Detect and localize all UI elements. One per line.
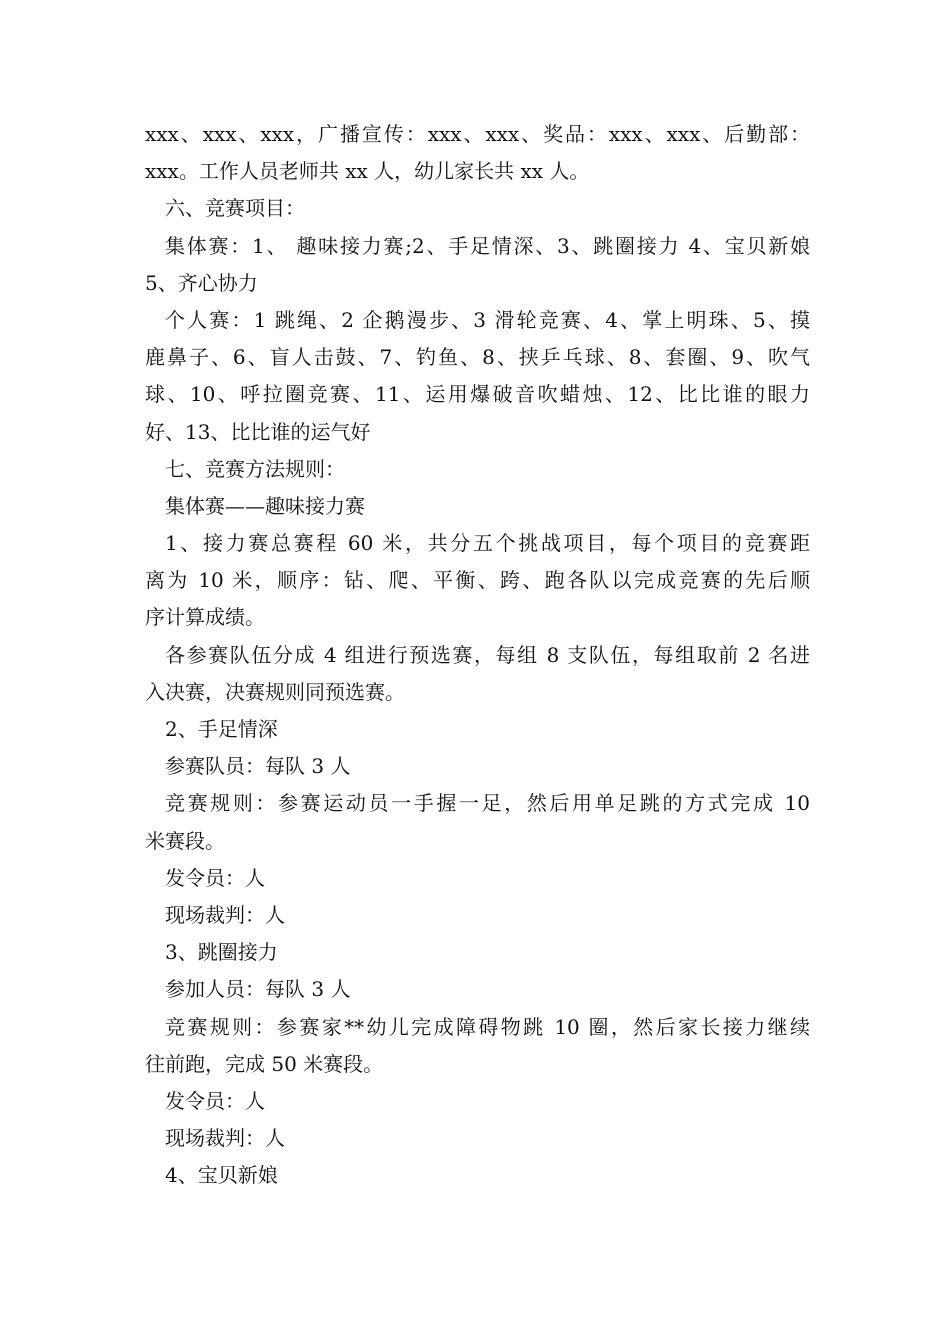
section-heading: 六、竞赛项目： [165, 196, 305, 221]
text-line: xxx。工作人员老师共 xx 人，幼儿家长共 xx 人。 [145, 159, 590, 184]
text-line: 序计算成绩。 [145, 605, 265, 630]
text-line: 离为 10 米，顺序：钻、爬、平衡、跨、跑各队以完成竞赛的先后顺 [145, 568, 810, 593]
text-line: 5、齐心协力 [145, 270, 258, 295]
text-line: 集体赛：1、 趣味接力赛;2、手足情深、3、跳圈接力 4、宝贝新娘 [165, 233, 810, 258]
text-line: 集体赛——趣味接力赛 [165, 493, 365, 518]
text-line: 4、宝贝新娘 [165, 1163, 278, 1188]
text-line: 发令员：人 [165, 865, 265, 890]
document-page [145, 116, 810, 1194]
text-line: 参加人员：每队 3 人 [165, 977, 351, 1002]
text-line: 参赛队员：每队 3 人 [165, 754, 351, 779]
text-line: 入决赛，决赛规则同预选赛。 [145, 679, 405, 704]
text-line: 米赛段。 [145, 828, 225, 853]
text-line: 发令员：人 [165, 1088, 265, 1113]
text-line: 往前跑，完成 50 米赛段。 [145, 1051, 384, 1076]
text-line: 2、手足情深 [165, 717, 278, 741]
text-line: 竞赛规则：参赛家**幼儿完成障碍物跳 10 圈，然后家长接力继续 [165, 1014, 810, 1039]
text-line: 1、接力赛总赛程 60 米，共分五个挑战项目，每个项目的竞赛距 [165, 531, 810, 556]
text-line: 3、跳圈接力 [165, 940, 278, 965]
section-heading: 七、竞赛方法规则： [165, 456, 345, 481]
text-line: 现场裁判：人 [165, 1126, 285, 1151]
text-line: 鹿鼻子、6、盲人击鼓、7、钓鱼、8、挟乒乓球、8、套圈、9、吹气 [145, 345, 810, 370]
text-line: 球、10、呼拉圈竞赛、11、运用爆破音吹蜡烛、12、比比谁的眼力 [145, 382, 810, 407]
text-line: 个人赛：1 跳绳、2 企鹅漫步、3 滑轮竞赛、4、掌上明珠、5、摸 [165, 307, 810, 332]
text-line: 好、13、比比谁的运气好 [145, 419, 371, 444]
text-line: 现场裁判：人 [165, 902, 285, 927]
text-line: xxx、xxx、xxx，广播宣传：xxx、xxx、奖品：xxx、xxx、后勤部： [145, 122, 810, 146]
text-line: 各参赛队伍分成 4 组进行预选赛，每组 8 支队伍，每组取前 2 名进 [165, 642, 810, 667]
text-line: 竞赛规则：参赛运动员一手握一足，然后用单足跳的方式完成 10 [165, 791, 810, 816]
